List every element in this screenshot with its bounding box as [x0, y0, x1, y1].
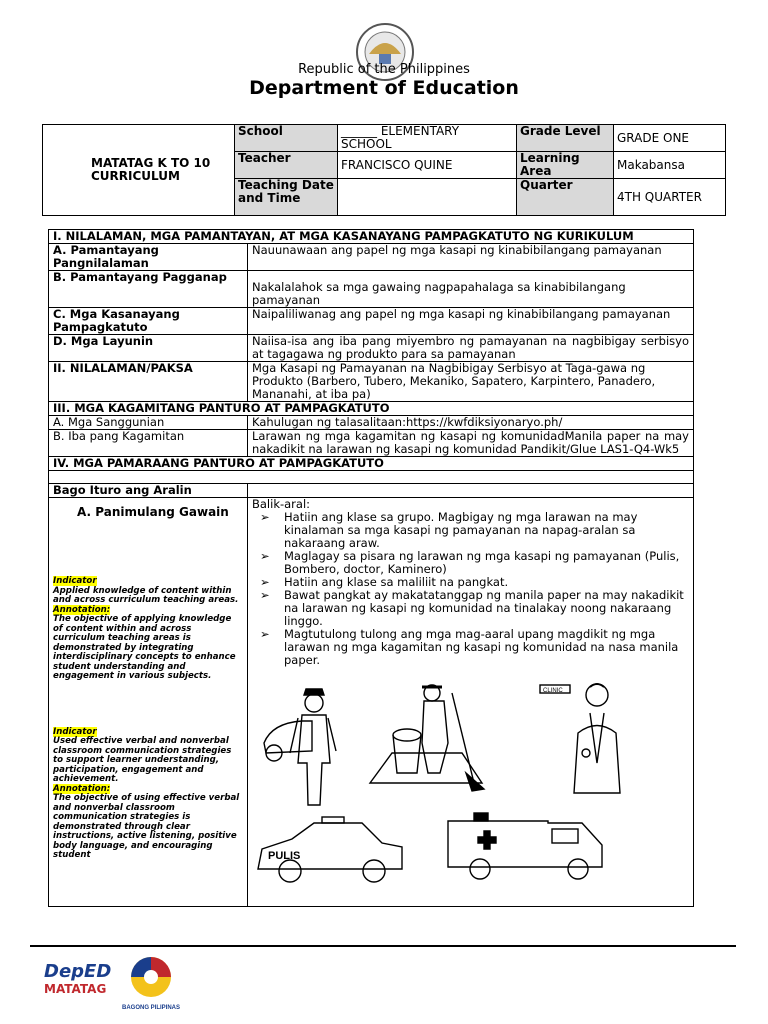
activity-item: ➢ Maglagay sa pisara ng larawan ng mga kasapi ng pamayanan (Pulis, Bombero, doctor, Kaminero)	[284, 550, 689, 576]
footer-divider	[30, 945, 736, 947]
grade-value: GRADE ONE	[614, 125, 726, 152]
d-label: D. Mga Layunin	[49, 335, 248, 362]
school-value: ______ ELEMENTARY SCHOOL	[338, 125, 517, 152]
community-helpers-illustration	[252, 673, 682, 899]
d-value: Naiisa-isa ang iba pang miyembro ng pamayanan na nagbibigay serbisyo at tagagawa ng produkto para sa pamayanan	[248, 335, 694, 362]
indicator-1-label: Indicator	[53, 576, 97, 586]
date-label: Teaching Date and Time	[235, 179, 338, 216]
department-heading: Department of Education	[249, 77, 519, 99]
grade-label: Grade Level	[517, 125, 614, 152]
left-annotations	[49, 498, 248, 907]
indicator-1-text: Applied knowledge of content within and across curriculum teaching areas.	[53, 585, 239, 605]
clinic-sign: CLINIC	[543, 688, 563, 694]
quarter-value: 4TH QUARTER	[614, 179, 726, 216]
activity-item: ➢ Bawat pangkat ay makatatanggap ng manila paper na may nakadikit na larawan ng kasapi ng komunidad na tinalakay noong nakaraang linggo.	[284, 589, 689, 628]
balik-aral-label: Balik-aral:	[252, 497, 311, 511]
section-2-label: II. NILALAMAN/PAKSA	[49, 362, 248, 402]
deped-matatag-logo	[44, 962, 111, 996]
sanggunian-value: Kahulugan ng talasalitaan:https://kwfdiksiyonaryo.ph/	[248, 416, 694, 430]
area-value: Makabansa	[614, 152, 726, 179]
iba-label: B. Iba pang Kagamitan	[49, 430, 248, 457]
lesson-plan-table	[48, 229, 694, 907]
a-value: Nauunawaan ang papel ng mga kasapi ng kinabibilangang pamayanan	[248, 244, 694, 271]
curriculum-cell: MATATAG K TO 10 CURRICULUM	[43, 125, 235, 216]
school-label: School	[235, 125, 338, 152]
quarter-label: Quarter	[517, 179, 614, 216]
c-value: Naipaliliwanag ang papel ng mga kasapi ng kinabibilangang pamayanan	[248, 308, 694, 335]
street-sweeper-image	[370, 685, 484, 791]
activity-list	[252, 511, 689, 667]
activity-cell	[248, 498, 694, 907]
section-2-value: Mga Kasapi ng Pamayanan na Nagbibigay Serbisyo at Taga-gawa ng Produkto (Barbero, Tubero, Mekaniko, Sapatero, Karpintero, Panadero, Mananahi, at iba pa)	[248, 362, 694, 402]
b-value: Nakalalahok sa mga gawaing nagpapahalaga sa kinabibilangang pamayanan	[248, 271, 694, 308]
indicator-2-text: Used effective verbal and nonverbal classroom communication strategies to support learner understanding, participation, engagement and achievement.	[53, 736, 232, 784]
activity-item: ➢ Hatiin ang klase sa maliliit na pangkat.	[284, 576, 689, 589]
annotation-2-label: Annotation:	[53, 783, 111, 794]
activity-item: ➢ Magtutulong tulong ang mga mag-aaral upang magdikit ng mga larawan ng mga kagamitan ng kasapi ng komunidad na nasa manila paper.	[284, 628, 689, 667]
sanggunian-label: A. Mga Sanggunian	[49, 416, 248, 430]
a-label: A. Pamantayang Pangnilalaman	[49, 244, 248, 271]
doctor-image	[540, 684, 620, 793]
annotation-1-label: Annotation:	[53, 604, 111, 615]
republic-heading: Republic of the Philippines	[298, 62, 470, 77]
annotation-2-text: The objective of using effective verbal and nonverbal classroom communication strategies is demonstrated through clear instructions, active listening, positive body language, and encouraging student	[53, 793, 240, 860]
section-1-heading: I. NILALAMAN, MGA PAMANTAYAN, AT MGA KASANAYANG PAMPAGKATUTO NG KURIKULUM	[49, 230, 694, 244]
bagong-pilipinas-logo	[118, 955, 184, 1011]
panimula-label: A. Panimulang Gawain	[77, 505, 229, 519]
police-car-image	[258, 817, 402, 882]
activity-item: ➢ Hatiin ang klase sa grupo. Magbigay ng mga larawan na may kinalaman sa mga kasapi ng pamayanan na napag-aralan sa nakaraang araw.	[284, 511, 689, 550]
deped-wordmark: DepED	[44, 961, 112, 982]
bago-label: Bago Ituro ang Aralin	[49, 484, 248, 498]
info-table	[42, 124, 726, 216]
bagong-pilipinas-seal	[118, 955, 184, 1007]
spacer-row	[49, 471, 694, 484]
area-label: Learning Area	[517, 152, 614, 179]
section-3-heading: III. MGA KAGAMITANG PANTURO AT PAMPAGKATUTO	[49, 402, 694, 416]
annotation-1-text: The objective of applying knowledge of content within and across curriculum teaching areas is demonstrated by integrating interdisciplinary concepts to enhance student understanding and engagement in various subjects.	[53, 614, 236, 681]
pulis-label: PULIS	[268, 850, 301, 862]
ambulance-image	[448, 813, 602, 879]
indicator-2-label: Indicator	[53, 726, 97, 737]
iba-value: Larawan ng mga kagamitan ng kasapi ng komunidadManila paper na may nakadikit na larawan ng kasapi ng komunidad Pandikit/Glue LAS1-Q4-Wk5	[248, 430, 694, 457]
police-officer-image	[264, 689, 336, 805]
teacher-value: FRANCISCO QUINE	[338, 152, 517, 179]
matatag-wordmark: MATATAG	[44, 982, 107, 996]
teacher-label: Teacher	[235, 152, 338, 179]
b-label: B. Pamantayang Pagganap	[49, 271, 248, 308]
date-value	[338, 179, 517, 216]
bago-value	[248, 484, 694, 498]
c-label: C. Mga Kasanayang Pampagkatuto	[49, 308, 248, 335]
bagong-pilipinas-text: BAGONG PILIPINAS	[121, 1005, 180, 1011]
section-4-heading: IV. MGA PAMARAANG PANTURO AT PAMPAGKATUTO	[49, 457, 694, 471]
